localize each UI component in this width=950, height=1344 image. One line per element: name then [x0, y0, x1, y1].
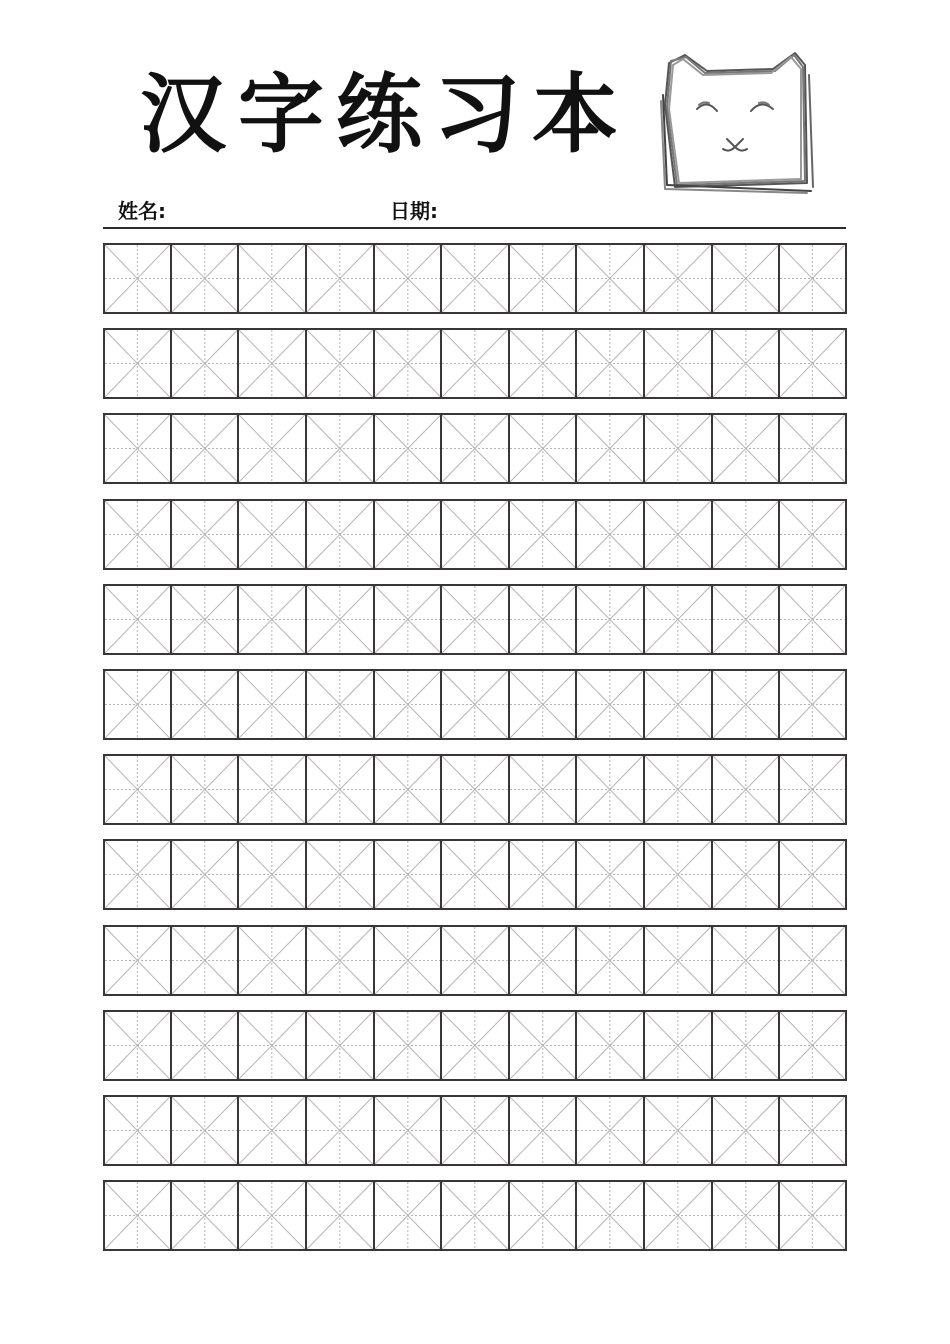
practice-cell[interactable] [509, 669, 577, 740]
practice-cell[interactable] [712, 925, 780, 996]
cell-guide-lines [577, 671, 643, 738]
practice-cell[interactable] [306, 1010, 374, 1081]
practice-cell[interactable] [644, 243, 712, 314]
practice-cell[interactable] [374, 1010, 442, 1081]
practice-cell[interactable] [306, 1180, 374, 1251]
cell-guide-lines [375, 841, 441, 908]
practice-cell[interactable] [103, 413, 171, 484]
practice-cell[interactable] [576, 499, 644, 570]
cell-guide-lines [510, 330, 576, 397]
cell-guide-lines [645, 927, 711, 994]
cell-guide-lines [713, 756, 779, 823]
cell-guide-lines [645, 671, 711, 738]
practice-cell[interactable] [441, 925, 509, 996]
practice-cell[interactable] [103, 925, 171, 996]
cell-guide-lines [713, 1182, 779, 1249]
practice-cell[interactable] [238, 413, 306, 484]
cell-guide-lines [510, 1097, 576, 1164]
practice-cell[interactable] [171, 839, 239, 910]
practice-row [103, 328, 847, 399]
practice-cell[interactable] [374, 669, 442, 740]
cell-guide-lines [780, 245, 845, 312]
practice-cell[interactable] [171, 1010, 239, 1081]
practice-cell[interactable] [238, 925, 306, 996]
practice-cell[interactable] [306, 1095, 374, 1166]
practice-cell[interactable] [103, 328, 171, 399]
practice-cell[interactable] [509, 243, 577, 314]
cell-guide-lines [713, 841, 779, 908]
cell-guide-lines [645, 1097, 711, 1164]
cell-guide-lines [645, 756, 711, 823]
practice-cell[interactable] [441, 1095, 509, 1166]
cell-guide-lines [375, 1182, 441, 1249]
cell-guide-lines [442, 756, 508, 823]
practice-cell[interactable] [576, 328, 644, 399]
cell-guide-lines [577, 927, 643, 994]
practice-cell[interactable] [509, 1010, 577, 1081]
cell-guide-lines [172, 245, 238, 312]
cell-guide-lines [375, 415, 441, 482]
practice-row [103, 1010, 847, 1081]
cell-guide-lines [172, 415, 238, 482]
cell-guide-lines [577, 1012, 643, 1079]
practice-cell[interactable] [238, 1010, 306, 1081]
practice-cell[interactable] [238, 669, 306, 740]
practice-cell[interactable] [374, 1180, 442, 1251]
practice-cell[interactable] [712, 839, 780, 910]
practice-cell[interactable] [171, 584, 239, 655]
cell-guide-lines [239, 1182, 305, 1249]
cell-guide-lines [375, 245, 441, 312]
cell-guide-lines [172, 1182, 238, 1249]
practice-cell[interactable] [441, 243, 509, 314]
cell-guide-lines [577, 245, 643, 312]
cell-guide-lines [239, 671, 305, 738]
practice-cell[interactable] [509, 499, 577, 570]
cell-guide-lines [510, 1012, 576, 1079]
practice-row [103, 669, 847, 740]
cell-guide-lines [780, 756, 845, 823]
cell-guide-lines [645, 1182, 711, 1249]
cell-guide-lines [645, 586, 711, 653]
cell-guide-lines [172, 501, 238, 568]
practice-cell[interactable] [779, 413, 847, 484]
cell-guide-lines [442, 1182, 508, 1249]
practice-cell[interactable] [374, 413, 442, 484]
cell-guide-lines [442, 1012, 508, 1079]
cell-guide-lines [780, 1097, 845, 1164]
cell-guide-lines [375, 1097, 441, 1164]
cell-guide-lines [780, 1182, 845, 1249]
practice-cell[interactable] [238, 499, 306, 570]
practice-cell[interactable] [103, 1180, 171, 1251]
practice-cell[interactable] [779, 1095, 847, 1166]
practice-cell[interactable] [576, 584, 644, 655]
cell-guide-lines [239, 330, 305, 397]
practice-cell[interactable] [509, 584, 577, 655]
header-divider [103, 227, 846, 229]
practice-cell[interactable] [712, 1180, 780, 1251]
practice-cell[interactable] [576, 1180, 644, 1251]
practice-cell[interactable] [441, 1180, 509, 1251]
cell-guide-lines [442, 671, 508, 738]
practice-cell[interactable] [441, 499, 509, 570]
practice-cell[interactable] [306, 328, 374, 399]
cell-guide-lines [510, 415, 576, 482]
cell-guide-lines [577, 1097, 643, 1164]
practice-cell[interactable] [171, 243, 239, 314]
practice-cell[interactable] [576, 754, 644, 825]
practice-cell[interactable] [712, 499, 780, 570]
cell-guide-lines [577, 330, 643, 397]
cell-guide-lines [239, 245, 305, 312]
cell-guide-lines [577, 586, 643, 653]
practice-cell[interactable] [374, 328, 442, 399]
practice-cell[interactable] [644, 1095, 712, 1166]
cell-guide-lines [780, 841, 845, 908]
cell-guide-lines [307, 671, 373, 738]
cell-guide-lines [172, 1012, 238, 1079]
practice-row [103, 584, 847, 655]
practice-cell[interactable] [509, 413, 577, 484]
cell-guide-lines [442, 1097, 508, 1164]
practice-cell[interactable] [576, 669, 644, 740]
page-title: 汉字练习本 [140, 65, 630, 165]
practice-cell[interactable] [374, 925, 442, 996]
cell-guide-lines [105, 245, 170, 312]
cell-guide-lines [172, 586, 238, 653]
cell-guide-lines [645, 841, 711, 908]
practice-cell[interactable] [441, 669, 509, 740]
practice-cell[interactable] [441, 839, 509, 910]
practice-cell[interactable] [238, 1180, 306, 1251]
practice-cell[interactable] [509, 1095, 577, 1166]
practice-cell[interactable] [576, 1010, 644, 1081]
practice-cell[interactable] [779, 328, 847, 399]
cell-guide-lines [780, 330, 845, 397]
practice-cell[interactable] [779, 925, 847, 996]
cell-guide-lines [510, 501, 576, 568]
practice-cell[interactable] [644, 1180, 712, 1251]
practice-cell[interactable] [238, 328, 306, 399]
practice-grid [103, 243, 847, 1265]
practice-cell[interactable] [644, 328, 712, 399]
practice-cell[interactable] [171, 669, 239, 740]
practice-cell[interactable] [712, 669, 780, 740]
practice-cell[interactable] [306, 839, 374, 910]
practice-row [103, 413, 847, 484]
cell-guide-lines [780, 415, 845, 482]
practice-cell[interactable] [509, 925, 577, 996]
cell-guide-lines [510, 245, 576, 312]
cat-face-icon [655, 45, 820, 200]
practice-cell[interactable] [509, 754, 577, 825]
practice-cell[interactable] [779, 499, 847, 570]
practice-cell[interactable] [644, 839, 712, 910]
practice-cell[interactable] [576, 1095, 644, 1166]
practice-cell[interactable] [712, 1010, 780, 1081]
practice-cell[interactable] [644, 669, 712, 740]
cell-guide-lines [105, 1012, 170, 1079]
practice-cell[interactable] [712, 243, 780, 314]
practice-cell[interactable] [238, 839, 306, 910]
practice-cell[interactable] [576, 243, 644, 314]
practice-row [103, 754, 847, 825]
practice-cell[interactable] [509, 328, 577, 399]
practice-cell[interactable] [103, 1095, 171, 1166]
cell-guide-lines [105, 586, 170, 653]
cell-guide-lines [510, 927, 576, 994]
practice-cell[interactable] [644, 584, 712, 655]
cell-guide-lines [172, 330, 238, 397]
cell-guide-lines [713, 415, 779, 482]
practice-cell[interactable] [712, 1095, 780, 1166]
cell-guide-lines [577, 1182, 643, 1249]
practice-cell[interactable] [103, 1010, 171, 1081]
practice-row [103, 839, 847, 910]
cell-guide-lines [105, 1097, 170, 1164]
cell-guide-lines [442, 841, 508, 908]
cell-guide-lines [307, 501, 373, 568]
practice-cell[interactable] [644, 499, 712, 570]
cell-guide-lines [510, 756, 576, 823]
cell-guide-lines [713, 927, 779, 994]
practice-cell[interactable] [238, 584, 306, 655]
practice-cell[interactable] [238, 754, 306, 825]
practice-cell[interactable] [374, 499, 442, 570]
practice-cell[interactable] [644, 754, 712, 825]
cell-guide-lines [239, 756, 305, 823]
practice-cell[interactable] [171, 499, 239, 570]
practice-cell[interactable] [103, 499, 171, 570]
practice-row [103, 243, 847, 314]
cell-guide-lines [713, 586, 779, 653]
cell-guide-lines [713, 1012, 779, 1079]
cell-guide-lines [105, 415, 170, 482]
practice-cell[interactable] [306, 754, 374, 825]
cell-guide-lines [172, 671, 238, 738]
cell-guide-lines [307, 245, 373, 312]
cell-guide-lines [239, 927, 305, 994]
practice-cell[interactable] [576, 413, 644, 484]
practice-cell[interactable] [103, 584, 171, 655]
cell-guide-lines [105, 671, 170, 738]
cell-guide-lines [105, 841, 170, 908]
practice-cell[interactable] [374, 243, 442, 314]
practice-cell[interactable] [441, 584, 509, 655]
practice-cell[interactable] [171, 925, 239, 996]
practice-cell[interactable] [306, 925, 374, 996]
practice-cell[interactable] [441, 328, 509, 399]
cell-guide-lines [442, 927, 508, 994]
cell-guide-lines [577, 415, 643, 482]
cell-guide-lines [307, 586, 373, 653]
practice-cell[interactable] [712, 754, 780, 825]
practice-cell[interactable] [306, 413, 374, 484]
cell-guide-lines [713, 330, 779, 397]
practice-cell[interactable] [779, 1010, 847, 1081]
cell-guide-lines [239, 501, 305, 568]
practice-cell[interactable] [103, 839, 171, 910]
practice-cell[interactable] [171, 1180, 239, 1251]
cell-guide-lines [105, 1182, 170, 1249]
cell-guide-lines [105, 330, 170, 397]
cell-guide-lines [172, 927, 238, 994]
practice-cell[interactable] [779, 584, 847, 655]
cell-guide-lines [172, 1097, 238, 1164]
name-label: 姓名: [118, 199, 166, 223]
practice-cell[interactable] [238, 243, 306, 314]
cell-guide-lines [577, 756, 643, 823]
practice-row [103, 499, 847, 570]
cell-guide-lines [645, 415, 711, 482]
practice-cell[interactable] [103, 754, 171, 825]
cell-guide-lines [577, 501, 643, 568]
practice-cell[interactable] [374, 754, 442, 825]
practice-cell[interactable] [171, 328, 239, 399]
cell-guide-lines [375, 330, 441, 397]
cell-guide-lines [172, 756, 238, 823]
cell-guide-lines [375, 586, 441, 653]
cell-guide-lines [713, 245, 779, 312]
cell-guide-lines [239, 1012, 305, 1079]
cell-guide-lines [780, 927, 845, 994]
practice-cell[interactable] [779, 669, 847, 740]
cell-guide-lines [172, 841, 238, 908]
practice-cell[interactable] [576, 839, 644, 910]
practice-cell[interactable] [171, 1095, 239, 1166]
cell-guide-lines [375, 927, 441, 994]
practice-cell[interactable] [171, 413, 239, 484]
practice-cell[interactable] [779, 243, 847, 314]
cell-guide-lines [307, 1012, 373, 1079]
practice-cell[interactable] [509, 839, 577, 910]
practice-cell[interactable] [306, 584, 374, 655]
practice-cell[interactable] [576, 925, 644, 996]
cell-guide-lines [105, 501, 170, 568]
cell-guide-lines [307, 330, 373, 397]
cell-guide-lines [645, 245, 711, 312]
practice-cell[interactable] [238, 1095, 306, 1166]
practice-cell[interactable] [509, 1180, 577, 1251]
cell-guide-lines [307, 1097, 373, 1164]
practice-cell[interactable] [644, 413, 712, 484]
cell-guide-lines [780, 671, 845, 738]
practice-cell[interactable] [374, 839, 442, 910]
cell-guide-lines [239, 1097, 305, 1164]
practice-cell[interactable] [171, 754, 239, 825]
practice-cell[interactable] [374, 584, 442, 655]
cell-guide-lines [375, 671, 441, 738]
cell-guide-lines [239, 415, 305, 482]
cell-guide-lines [442, 501, 508, 568]
cell-guide-lines [713, 671, 779, 738]
cell-guide-lines [645, 330, 711, 397]
cell-guide-lines [780, 1012, 845, 1079]
cell-guide-lines [713, 1097, 779, 1164]
practice-cell[interactable] [779, 754, 847, 825]
cell-guide-lines [239, 586, 305, 653]
cell-guide-lines [307, 415, 373, 482]
practice-cell[interactable] [306, 669, 374, 740]
practice-cell[interactable] [441, 754, 509, 825]
cell-guide-lines [442, 415, 508, 482]
cell-guide-lines [105, 927, 170, 994]
cell-guide-lines [645, 501, 711, 568]
practice-cell[interactable] [306, 243, 374, 314]
practice-cell[interactable] [644, 1010, 712, 1081]
practice-row [103, 1095, 847, 1166]
practice-cell[interactable] [103, 243, 171, 314]
practice-cell[interactable] [779, 839, 847, 910]
practice-cell[interactable] [644, 925, 712, 996]
cell-guide-lines [645, 1012, 711, 1079]
practice-cell[interactable] [712, 584, 780, 655]
practice-row [103, 1180, 847, 1251]
cell-guide-lines [375, 1012, 441, 1079]
cell-guide-lines [577, 841, 643, 908]
cell-guide-lines [510, 671, 576, 738]
cell-guide-lines [510, 1182, 576, 1249]
cell-guide-lines [307, 756, 373, 823]
cell-guide-lines [780, 586, 845, 653]
cell-guide-lines [307, 1182, 373, 1249]
cell-guide-lines [713, 501, 779, 568]
cell-guide-lines [239, 841, 305, 908]
cell-guide-lines [375, 756, 441, 823]
cell-guide-lines [442, 245, 508, 312]
cell-guide-lines [442, 586, 508, 653]
cell-guide-lines [780, 501, 845, 568]
practice-cell[interactable] [712, 328, 780, 399]
cell-guide-lines [442, 330, 508, 397]
cell-guide-lines [375, 501, 441, 568]
practice-cell[interactable] [712, 413, 780, 484]
date-label: 日期: [390, 199, 438, 223]
cell-guide-lines [307, 841, 373, 908]
practice-row [103, 925, 847, 996]
cell-guide-lines [510, 586, 576, 653]
practice-cell[interactable] [103, 669, 171, 740]
practice-cell[interactable] [441, 413, 509, 484]
practice-cell[interactable] [374, 1095, 442, 1166]
practice-cell[interactable] [779, 1180, 847, 1251]
cell-guide-lines [307, 927, 373, 994]
cell-guide-lines [105, 756, 170, 823]
practice-cell[interactable] [306, 499, 374, 570]
cell-guide-lines [510, 841, 576, 908]
practice-cell[interactable] [441, 1010, 509, 1081]
